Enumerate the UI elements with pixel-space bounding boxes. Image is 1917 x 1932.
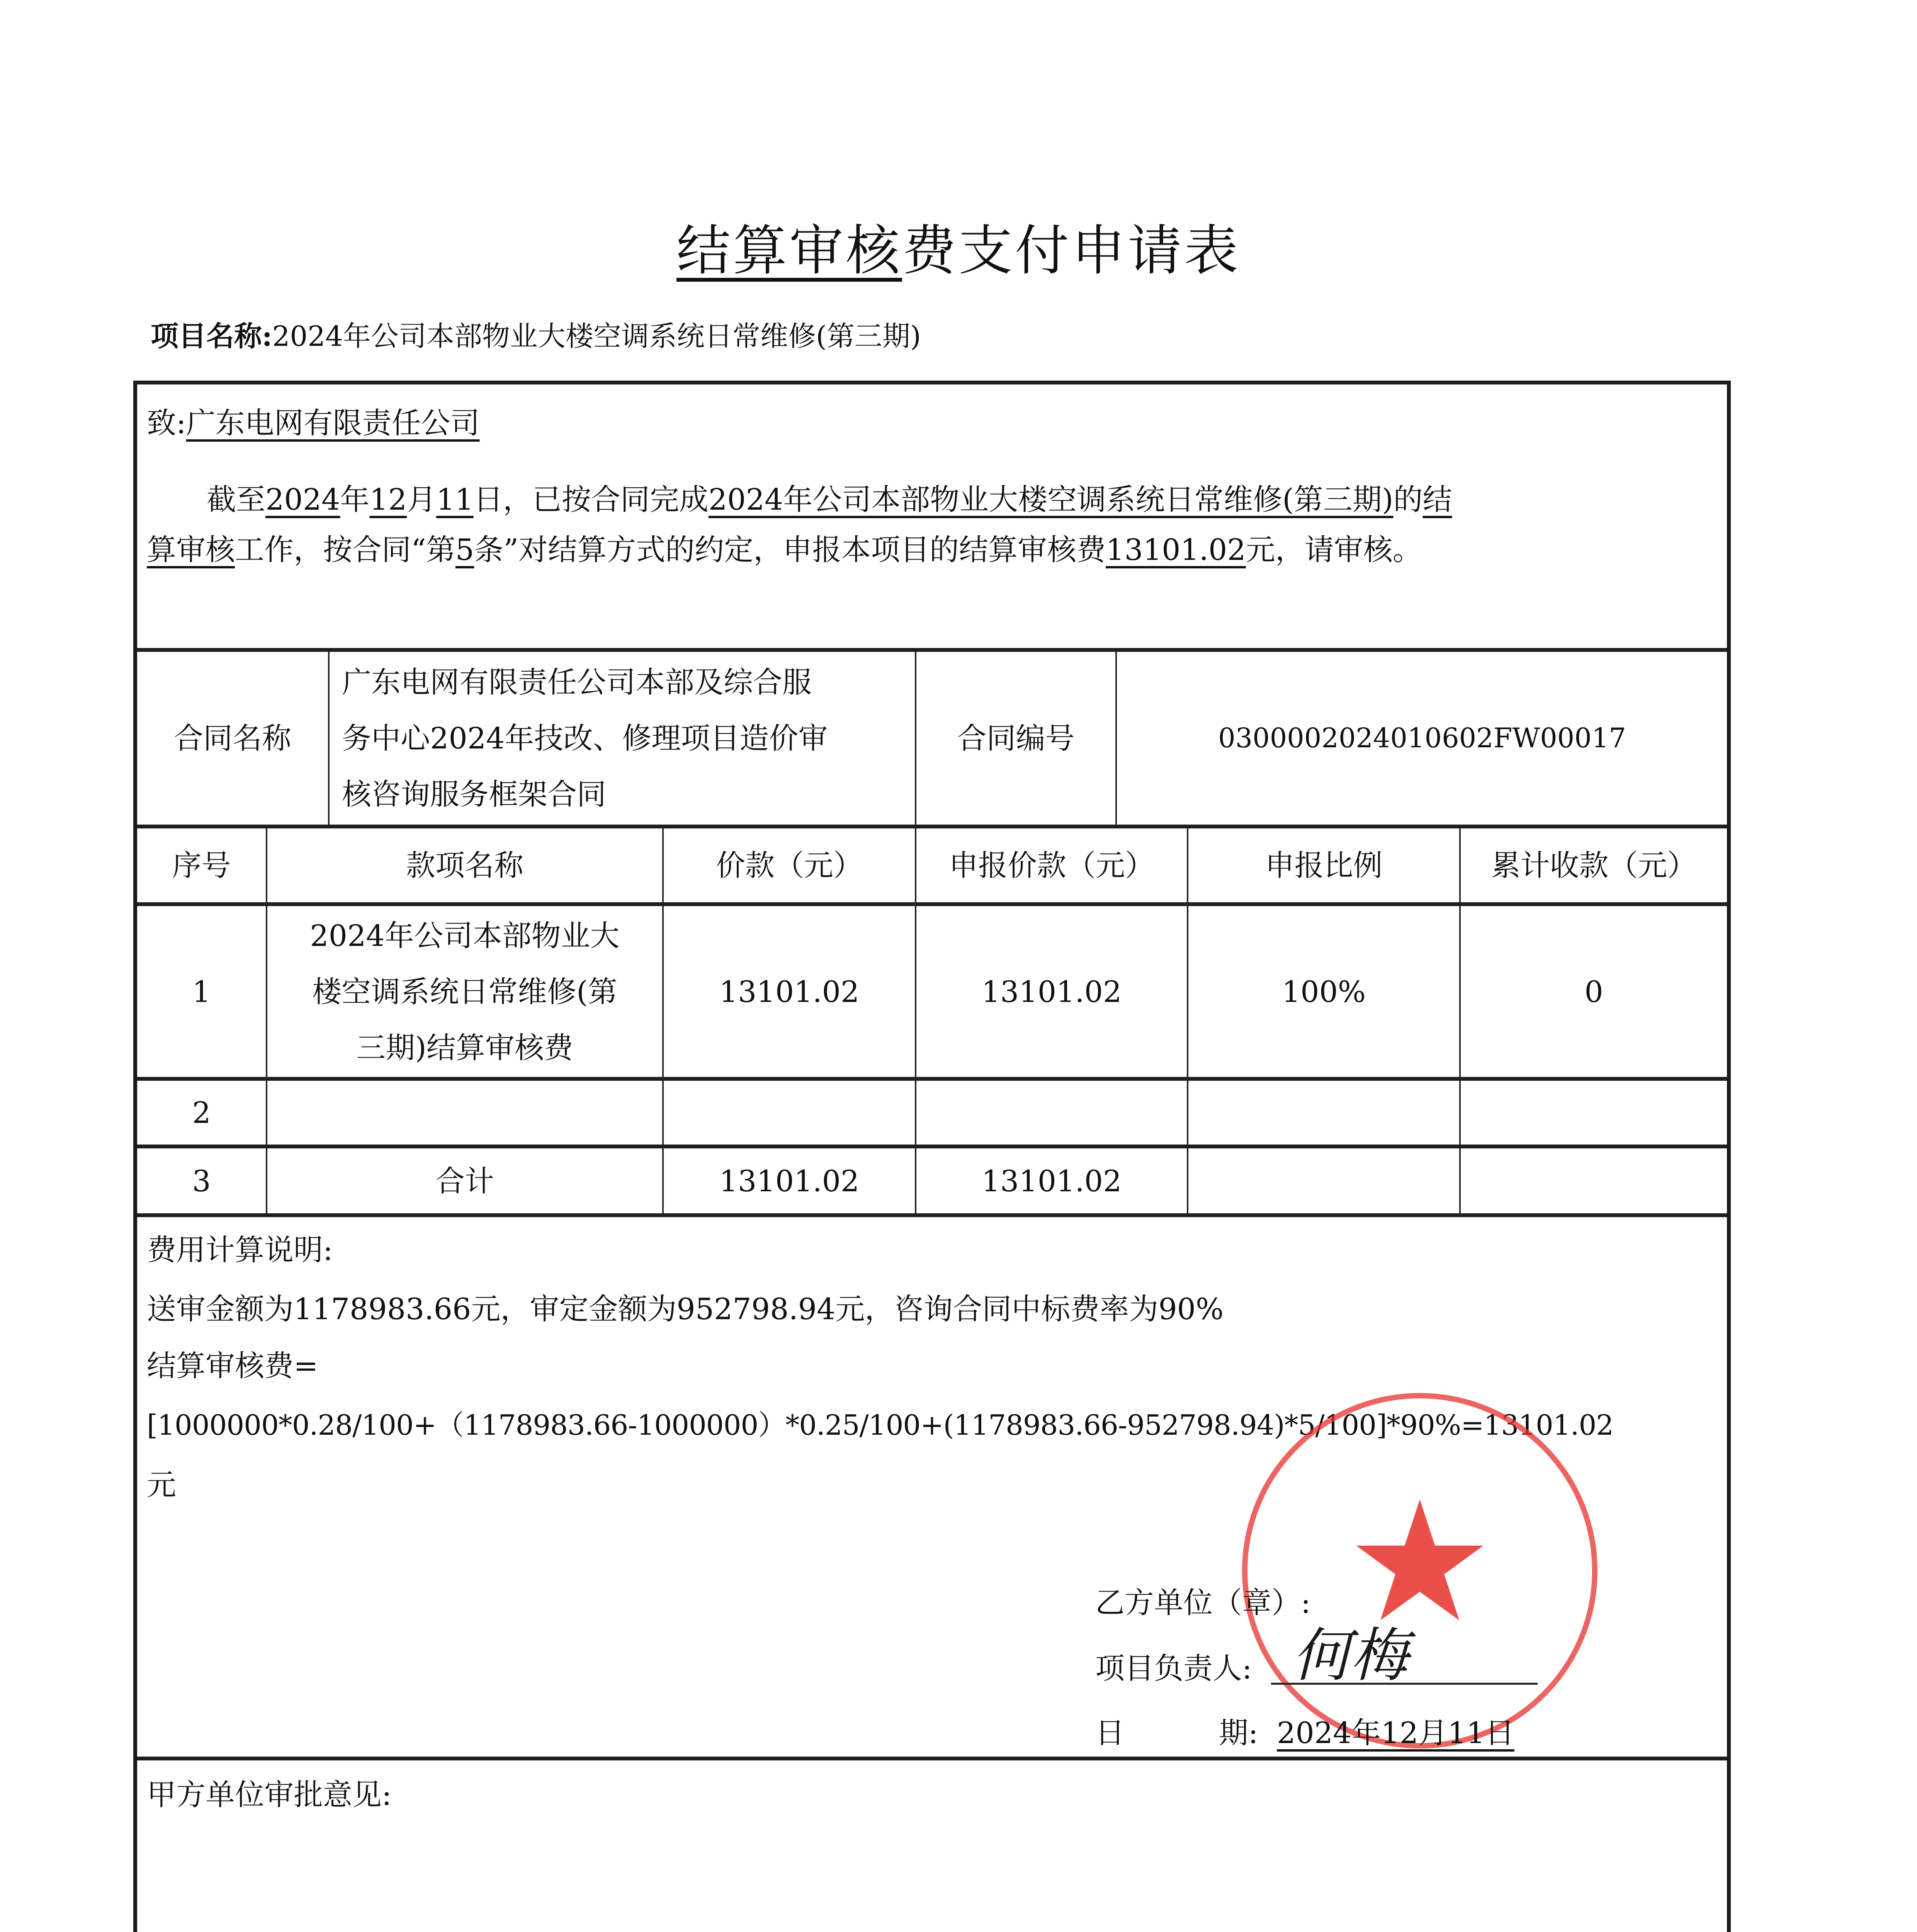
statement-line-2 [147, 531, 1422, 569]
addressee-line [147, 404, 480, 442]
row-cumulative [1461, 1081, 1727, 1145]
rule-header-top [137, 825, 1727, 828]
contract-name-line: 核咨询服务框架合同 [342, 777, 606, 811]
row-item-name-line: 楼空调系统日常维修(第 [312, 974, 617, 1009]
addressee-name: 广东电网有限责任公司 [186, 406, 480, 440]
statement-text: 元，请审核。 [1246, 532, 1422, 567]
row-no: 3 [192, 1163, 211, 1198]
row-item-name [267, 1081, 662, 1145]
statement-text: 条”对结算方式的约定，申报本项目的结算审核费 [474, 532, 1106, 567]
statement-text: 结 [1422, 482, 1452, 517]
party-a-opinion-label: 甲方单位审批意见: [147, 1777, 392, 1812]
statement-text: 月 [407, 482, 437, 517]
fee-calc-line-2: 结算审核费= [147, 1349, 318, 1383]
contract-number-label: 合同编号 [957, 721, 1075, 755]
row-no: 2 [192, 1095, 211, 1130]
fee-calc-unit: 元 [147, 1468, 176, 1502]
statement-year: 2024 [265, 482, 340, 517]
row-price: 13101.02 [719, 974, 860, 1009]
statement-text: 日，已按合同完成 [473, 482, 709, 517]
col-header-no: 序号 [172, 848, 231, 883]
col-header-item-name: 款项名称 [406, 848, 523, 883]
contract-number-value: 0300002024010602FW00017 [1218, 722, 1626, 754]
fee-calc-heading: 费用计算说明: [147, 1233, 333, 1267]
party-b-leader-label: 项目负责人: [1095, 1651, 1252, 1685]
col-header-ratio: 申报比例 [1265, 848, 1383, 883]
col-header-declared: 申报价款（元） [949, 848, 1154, 883]
row-cumulative: 0 [1584, 974, 1603, 1009]
row-declared [916, 1081, 1187, 1145]
project-line [151, 317, 921, 355]
vline [328, 652, 330, 825]
col-header-price: 价款（元） [716, 848, 863, 883]
party-b-date-value: 2024年12月11日 [1277, 1716, 1514, 1750]
row-ratio [1188, 1081, 1459, 1145]
row-item-name-line: 2024年公司本部物业大 [310, 918, 620, 953]
statement-text: 年 [340, 482, 370, 517]
title-underlined: 结算审核 [676, 219, 902, 282]
title-rest: 费支付申请表 [902, 219, 1241, 282]
statement-day: 11 [436, 482, 474, 517]
party-b-seal [1242, 1393, 1598, 1748]
rule-contract-top [137, 648, 1727, 652]
statement-month: 12 [369, 482, 407, 517]
statement-text: 工作，按合同“第 [235, 532, 455, 567]
statement-text: 算审核 [147, 532, 235, 567]
row-ratio: 100% [1281, 974, 1366, 1009]
project-name: 2024年公司本部物业大楼空调系统日常维修(第三期) [272, 320, 921, 352]
addressee-prefix: 致: [147, 406, 186, 440]
row-price: 13101.02 [719, 1163, 860, 1198]
fee-calc-formula: [1000000*0.28/100+（1178983.66-1000000）*0.25/100+(1178983.66-952798.94)*5/100]*90%=13101.02 [147, 1409, 1614, 1441]
rule-row3-top [137, 1145, 1727, 1148]
contract-name-label: 合同名称 [174, 721, 291, 755]
row-ratio [1188, 1148, 1459, 1213]
contract-name-value [342, 652, 910, 825]
statement-text: 截至 [207, 482, 265, 517]
contract-name-line: 务中心2024年技改、修理项目造价审 [342, 721, 828, 755]
rule-table-bottom [137, 1213, 1727, 1217]
contract-name-line: 广东电网有限责任公司本部及综合服 [342, 665, 812, 699]
row-cumulative [1461, 1148, 1727, 1213]
rule-row1-top [137, 902, 1727, 906]
statement-amount: 13101.02 [1106, 532, 1246, 567]
project-label: 项目名称: [151, 320, 272, 352]
page-title [0, 216, 1917, 286]
statement-project: 2024年公司本部物业大楼空调系统日常维修(第三期) [708, 482, 1394, 517]
row-declared: 13101.02 [981, 974, 1122, 1009]
statement-clause: 5 [455, 532, 474, 567]
row-item-name-line: 三期)结算审核费 [356, 1030, 573, 1065]
party-b-date-label-a: 日 [1095, 1716, 1125, 1750]
rule-party-divider [137, 1757, 1727, 1760]
row-declared: 13101.02 [981, 1163, 1122, 1198]
party-b-unit-label: 乙方单位（章）: [1095, 1585, 1311, 1620]
party-b-leader-signature: 何梅 [1292, 1622, 1409, 1689]
row-item-name: 合计 [435, 1163, 494, 1198]
statement-line-1 [207, 480, 1452, 519]
row-item-name [267, 906, 662, 1077]
fee-calc-line-1: 送审金额为1178983.66元，审定金额为952798.94元，咨询合同中标费率为90% [147, 1292, 1224, 1326]
row-price [664, 1081, 915, 1145]
form-table [133, 381, 1731, 1932]
seal-star-icon: ★ [1345, 1466, 1494, 1659]
row-no: 1 [192, 974, 211, 1009]
statement-text: 的 [1393, 482, 1423, 517]
col-header-cumulative: 累计收款（元） [1491, 848, 1697, 883]
rule-row2-top [137, 1077, 1727, 1081]
party-b-date-label-b: 期: [1219, 1716, 1258, 1750]
